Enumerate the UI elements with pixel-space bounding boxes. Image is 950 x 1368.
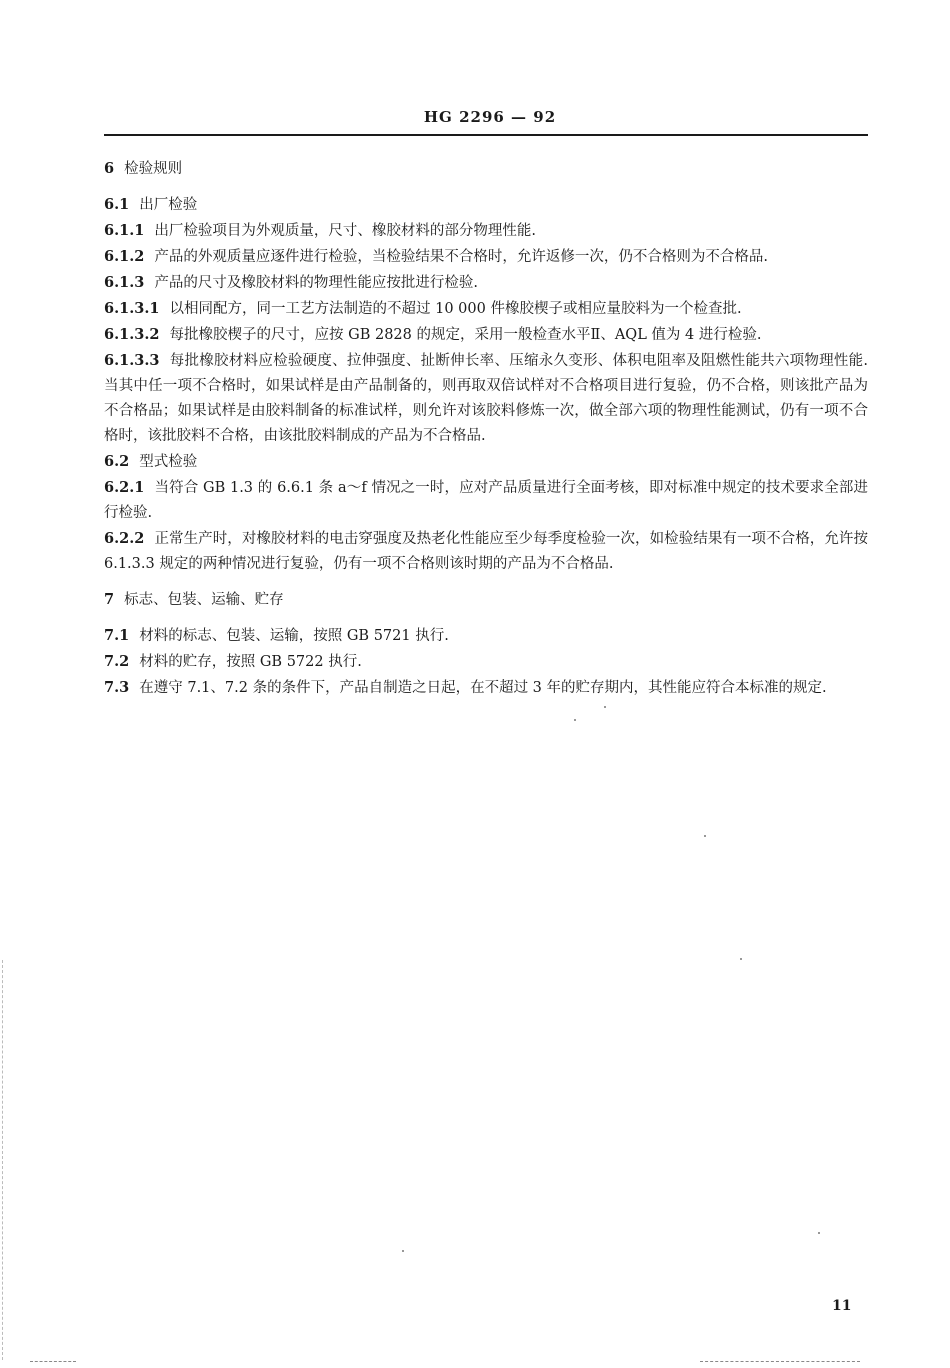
clause-6-2-1: 6.2.1 当符合 GB 1.3 的 6.6.1 条 a～f 情况之一时，应对产品质量进行全面考核，即对标准中规定的技术要求全部进行检验. bbox=[104, 479, 868, 521]
scan-speck bbox=[604, 706, 606, 708]
scan-speck bbox=[818, 1232, 820, 1234]
standard-code: HG 2296 — 92 bbox=[423, 108, 557, 126]
scan-speck bbox=[740, 958, 742, 960]
clause-6-2-2: 6.2.2 正常生产时，对橡胶材料的电击穿强度及热老化性能应至少每季度检验一次，如检验结果有一项不合格，允许按 6.1.3.3 规定的两种情况进行复验，仍有一项不合格则该时期的产品为不合格品. bbox=[104, 530, 868, 572]
clause-6-1-1: 6.1.1 出厂检验项目为外观质量，尺寸、橡胶材料的部分物理性能. bbox=[104, 222, 536, 239]
scan-speck bbox=[402, 1250, 404, 1252]
scan-edge-dash bbox=[700, 1361, 860, 1362]
clause-7-2: 7.2 材料的贮存，按照 GB 5722 执行. bbox=[104, 653, 362, 670]
clause-6-1-3-1: 6.1.3.1 以相同配方，同一工艺方法制造的不超过 10 000 件橡胶楔子或相应量胶料为一个检查批. bbox=[104, 300, 742, 317]
scan-speck bbox=[704, 835, 706, 837]
header-rule bbox=[104, 134, 868, 136]
clause-7-1: 7.1 材料的标志、包装、运输，按照 GB 5721 执行. bbox=[104, 627, 449, 644]
clause-6-1-3-3: 6.1.3.3 每批橡胶材料应检验硬度、拉伸强度、扯断伸长率、压缩永久变形、体积电阻率及阻燃性能共六项物理性能. 当其中任一项不合格时，如果试样是由产品制备的，则再取双倍试样对不合格项目进行复验，仍不合格，则该批产品为不合格品；如果试样是由胶料制备的标准试样，则允许对该胶料修炼一次，做全部六项的物理性能测试，仍有一项不合格时，该批胶料不合格，由该批胶料制成的产品为不合格品. bbox=[104, 352, 868, 444]
clause-7-3: 7.3 在遵守 7.1、7.2 条的条件下，产品自制造之日起，在不超过 3 年的贮存期内，其性能应符合本标准的规定. bbox=[104, 679, 827, 696]
clause-6-1: 6.1 出厂检验 bbox=[104, 196, 198, 213]
scan-speck bbox=[574, 719, 576, 721]
scan-edge-artifact bbox=[2, 960, 4, 1360]
section-heading-6: 6 检验规则 bbox=[104, 160, 183, 177]
clause-6-1-3: 6.1.3 产品的尺寸及橡胶材料的物理性能应按批进行检验. bbox=[104, 274, 478, 291]
clause-6-1-3-2: 6.1.3.2 每批橡胶楔子的尺寸，应按 GB 2828 的规定，采用一般检查水平Ⅱ、AQL 值为 4 进行检验. bbox=[104, 326, 762, 343]
section-heading-7: 7 标志、包装、运输、贮存 bbox=[104, 591, 284, 608]
page-number: 11 bbox=[832, 1298, 852, 1314]
clause-6-2: 6.2 型式检验 bbox=[104, 453, 198, 470]
clause-6-1-2: 6.1.2 产品的外观质量应逐件进行检验，当检验结果不合格时，允许返修一次，仍不合格则为不合格品. bbox=[104, 248, 768, 265]
document-body bbox=[104, 156, 868, 701]
scan-edge-dash bbox=[30, 1361, 76, 1362]
